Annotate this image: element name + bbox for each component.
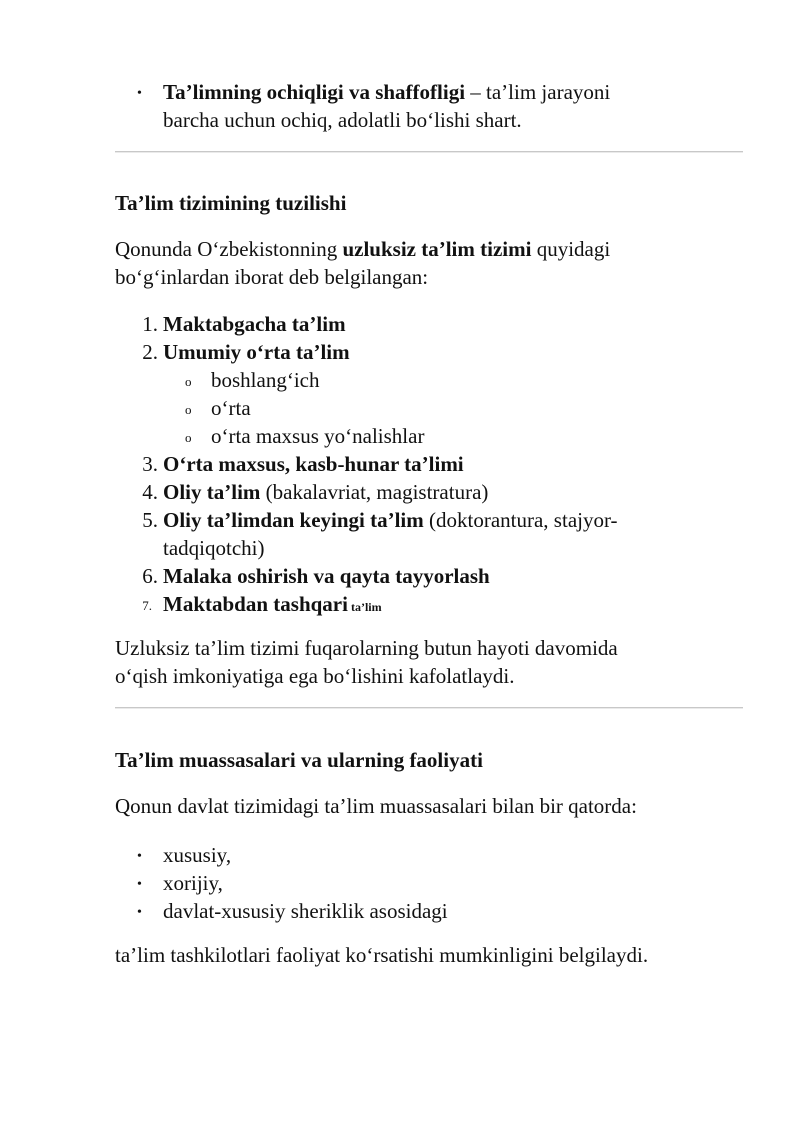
- list-item: [163, 478, 743, 506]
- list-item: [163, 450, 743, 478]
- list-item: [163, 338, 743, 366]
- section-closing-paragraph: [115, 634, 745, 690]
- bullet-marker: •: [137, 86, 142, 101]
- divider: [115, 151, 743, 153]
- list-number: 2.: [142, 340, 158, 364]
- list-number: 5.: [142, 508, 158, 532]
- list-item-bold: Umumiy o‘rta ta’lim: [163, 340, 350, 364]
- section-heading: Ta’lim muassasalari va ularning faoliyati: [115, 748, 483, 772]
- list-number: 7.: [142, 598, 152, 613]
- list-number: 1.: [142, 312, 158, 336]
- list-number: 6.: [142, 564, 158, 588]
- section-heading: Ta’lim tizimining tuzilishi: [115, 191, 347, 215]
- list-item: [163, 590, 743, 621]
- sublist-item: o‘rta: [211, 396, 251, 420]
- section-paragraph: Qonun davlat tizimidagi ta’lim muassasalari bilan bir qatorda:: [115, 794, 637, 818]
- list-number: 3.: [142, 452, 158, 476]
- list-item-bold: Malaka oshirish va qayta tayyorlash: [163, 564, 490, 588]
- paragraph-text-line2: o‘qish imkoniyatiga ega bo‘lishini kafolatlaydi.: [115, 664, 515, 688]
- list-item-text: ta’lim: [347, 600, 382, 614]
- divider: [115, 707, 743, 709]
- paragraph-bold: uzluksiz ta’lim tizimi: [342, 237, 532, 261]
- bullet-marker: •: [137, 877, 142, 892]
- list-item-bold: Oliy ta’limdan keyingi ta’lim: [163, 508, 424, 532]
- paragraph-text: Qonunda O‘zbekistonning: [115, 237, 343, 261]
- intro-list-item: [163, 78, 743, 134]
- list-item-text: (doktorantura, stajyor-: [423, 508, 618, 532]
- paragraph-text-line2: bo‘g‘inlardan iborat deb belgilangan:: [115, 265, 429, 289]
- list-item-bold: Oliy ta’lim: [163, 480, 261, 504]
- list-item-bold: Maktabdan tashqari: [163, 592, 348, 616]
- bullet-marker: •: [137, 849, 142, 864]
- list-item: davlat-xususiy sheriklik asosidagi: [163, 899, 448, 923]
- list-item: xususiy,: [163, 843, 232, 867]
- paragraph-text: Uzluksiz ta’lim tizimi fuqarolarning butun hayoti davomida: [115, 636, 618, 660]
- list-item-text-line2: tadqiqotchi): [163, 536, 265, 560]
- circle-bullet: o: [185, 374, 192, 389]
- sublist-item: o‘rta maxsus yo‘nalishlar: [211, 424, 425, 448]
- bullet-marker: •: [137, 905, 142, 920]
- list-item-bold: Maktabgacha ta’lim: [163, 312, 346, 336]
- list-item: xorijiy,: [163, 871, 223, 895]
- section-closing-paragraph: ta’lim tashkilotlari faoliyat ko‘rsatishi mumkinligini belgilaydi.: [115, 943, 649, 967]
- section-paragraph: [115, 235, 745, 291]
- list-number: 4.: [142, 480, 158, 504]
- circle-bullet: o: [185, 430, 192, 445]
- intro-item-bold: Ta’limning ochiqligi va shaffofligi: [163, 80, 466, 104]
- circle-bullet: o: [185, 402, 192, 417]
- list-item: [163, 310, 743, 338]
- sublist-item: boshlang‘ich: [211, 368, 320, 392]
- paragraph-text: quyidagi: [531, 237, 611, 261]
- list-item-text: (bakalavriat, magistratura): [260, 480, 489, 504]
- intro-item-text-line2: barcha uchun ochiq, adolatli bo‘lishi shart.: [163, 108, 522, 132]
- intro-item-text: – ta’lim jarayoni: [465, 80, 611, 104]
- list-item: [163, 562, 743, 590]
- list-item: [163, 506, 743, 562]
- list-item-bold: O‘rta maxsus, kasb-hunar ta’limi: [163, 452, 464, 476]
